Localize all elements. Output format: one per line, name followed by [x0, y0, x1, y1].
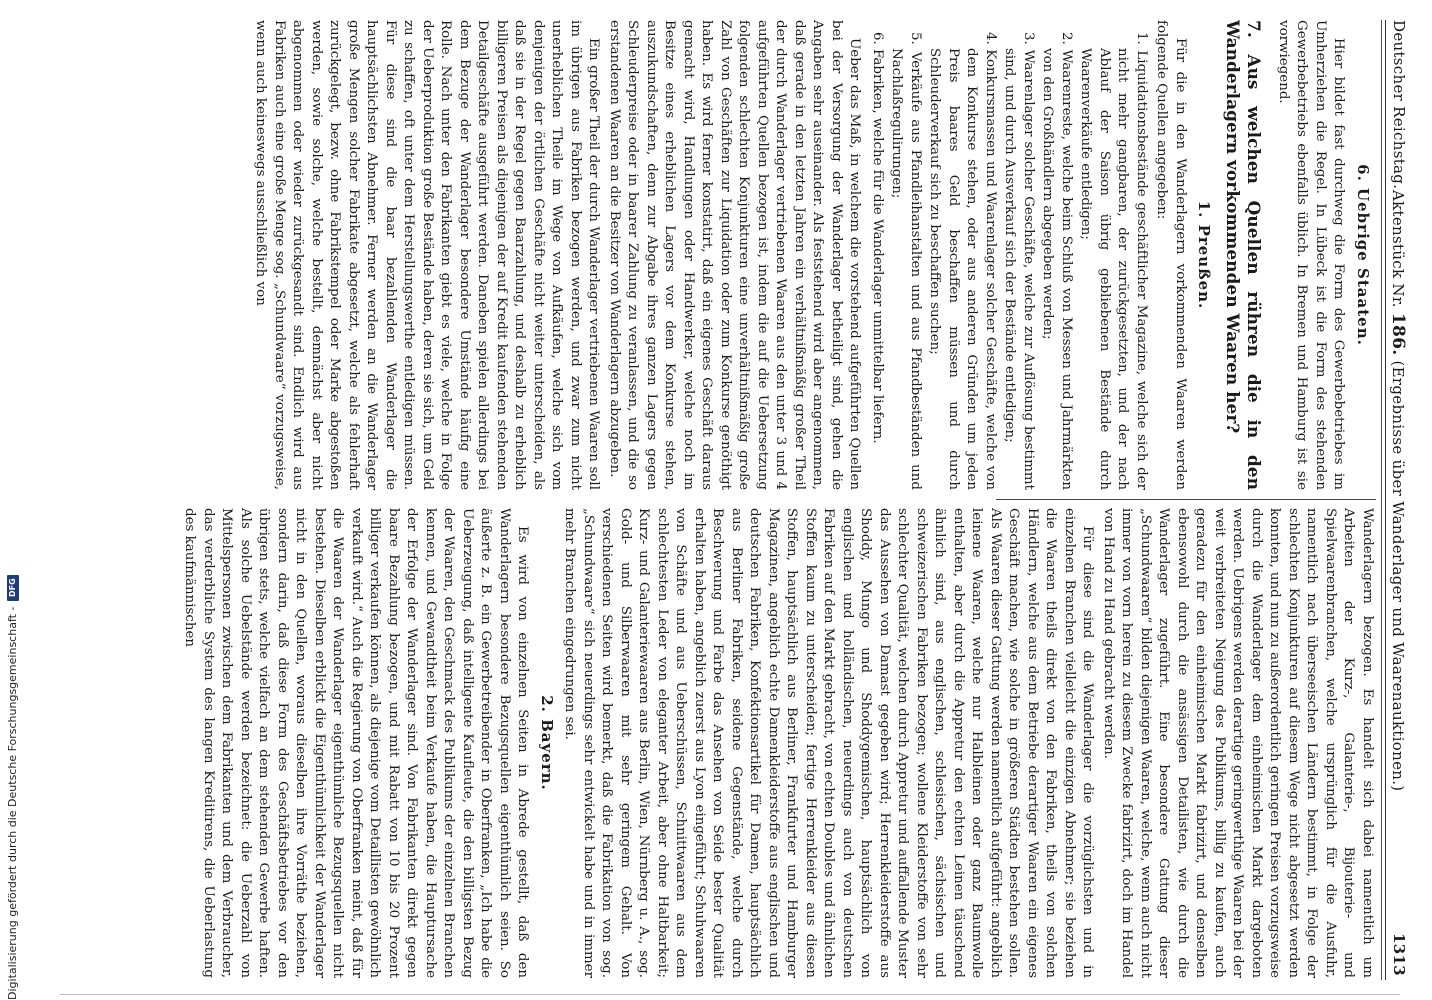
section-6-paragraph: Hier bildet fast durchweg die Form des Gewerbebetriebes im Umherziehen die Regel. In Lübeck ist die Form des stehenden Gewerbebetriebs ebenfalls üblich. In Bremen und Hamburg ist sie vorwiegend.	[1276, 20, 1347, 490]
sources-intro-paragraph: Für die in den Wanderlagern vorkommenden Waaren werden folgende Quellen angegeben:	[1154, 20, 1188, 490]
body-paragraph: Für diese sind die Wanderlager die vorzüglichsten und in einzelnen Branchen vielleicht die einzigen Abnehmer; sie beziehen die Waaren theils direkt von den Fabriken, theils von solchen Händlern, welche aus dem Betriebe derartiger Waaren ein eigenes Geschäft machen, wie solche in größeren Städten bestehen sollen. Als Waaren dieser Gattung werden namentlich aufgeführt: angeblich leinene Waaren, welche nur Halbleinen oder ganz Baumwolle enthalten, aber durch die Appretur den echten Leinen täuschend ähnlich sind, aus englischen, schlesischen, sächsischen und schweizerischen Fabriken bezogen; wollene Kleiderstoffe von sehr schlechter Qualität, welchen durch Appretur und auffallende Muster das Aussehen von Damast gegeben wird; Herrenkleiderstoffe aus Shoddy, Mungo und Shoddygemischen, hauptsächlich von englischen und holländischen, neuerdings auch von deutschen Fabriken auf den Markt gebracht, von echten Doubles und ähnlichen Stoffen kaum zu unterscheiden; fertige Herrenkleider aus diesen Stoffen, hauptsächlich aus Berliner, Frankfurter und Hamburger Magazinen, angeblich echte Damenkleiderstoffe aus englischen und deutschen Fabriken, Konfektionsartikel für Damen, hauptsächlich aus Berliner Fabriken, seidene Gegenstände, welche durch Beschwerung und Farbe das Ansehen von Seide bester Qualität erhalten haben, angeblich zuerst aus Lyon eingeführt; Schuhwaaren von Schäfte und aus Ueberschüssen, Schnittwaaren aus dem schlechtesten Leder von eleganter Arbeit, aber ohne Haltbarkeit; Kurz- und Galanteriewaaren aus Berlin, Wien, Nürnberg u. A., sog. Gold- und Silberwaaren mit sehr geringem Gehalt. Von verschiedenen Seiten wird bemerkt, daß die Fabrikation von sog. „Schundwaare“ sich neuerdings sehr entwickelt habe und in immer mehr Branchen eingedrungen sei.	[562, 508, 1096, 978]
body-paragraph: Ein großer Theil der durch Wanderlager vertriebenen Waaren soll im übrigen aus Fabriken bezogen werden, und zwar zum nicht unerheblichen Theile im Wege von Aufkäufen, welche sich vom denjenigen der örtlichen Geschäfte nicht weiter unterscheiden, als daß sie in der Regel gegen Baarzahlung, und deshalb zu erheblich billigeren Preisen als diejenigen der auf Kredit kaufenden stehenden Detailgeschäfte ausgeführt werden. Daneben spielen allerdings bei dem Bezuge der Wanderlager besondere Umstände häufig eine Rolle. Nach unter den Fabrikanten giebt es viele, welche in Folge der Ueberproduktion große Bestände haben, deren sie sich, um Geld zu schaffen, oft unter dem Herstellungswerthe entledigen müssen. Für diese sind die baar bezahlenden Wanderlager die hauptsächlichsten Abnehmer. Ferner werden an die Wanderlager große Mengen solcher Fabrikate abgesetzt, welche als fehlerhaft zurückgelegt, bezw. ohne Fabrikstempel oder Marke abgestoßen werden, sowie solche, welche bestellt, demnächst aber nicht abgenommen oder wieder zurückgesandt sind. Endlich wird aus Fabriken auch eine große Menge sog. „Schundwaare“ vorzugsweise, wenn auch keineswegs ausschließlich von	[253, 20, 602, 490]
subsection-bavaria-heading: 2. Bayern.	[538, 695, 556, 791]
question-7-heading: 7. Aus welchen Quellen rühren die in den Wanderlagern vorkommenden Waaren her?	[1222, 20, 1264, 490]
subsection-prussia-heading: 1. Preußen.	[1195, 200, 1214, 310]
footer-credit-text: Digitalisierung gefördert durch die Deutsche Forschungsgemeinschaft -	[6, 606, 19, 1000]
section-6-heading: 6. Uebrige Staaten.	[1354, 164, 1372, 346]
header-document-number: 186.	[1388, 312, 1408, 356]
list-item: 3. Waarenlager solcher Geschäfte, welche zur Auflösung bestimmt sind, und durch Ausverkauf sich der Bestände entledigen;	[1002, 32, 1036, 490]
right-column	[178, 508, 1376, 978]
body-paragraph: Es wird von einzelnen Seiten in Abrede gestellt, daß den Wanderlagern besondere Bezugsquellen eigenthümlich seien. So äußerte z. B. ein Gewerbetreibender in Oberfranken, „Ich habe die Ueberzeugung, daß intelligente Kaufleute, die den billigsten Bezug der Waaren, den Geschmack des Publikums der einzelnen Branchen kennen, und Gewandtheit beim Verkaufe haben, die Hauptursache der Erfolge der Wanderlager sind. Von Fabrikanten direkt gegen baare Bezahlung bezogen, und mit Rabatt von 10 bis 20 Prozent billiger verkaufen können, als diejenige vom Detaillisten gewöhnlich verkauft wird.“ Auch die Regierung von Oberfranken meint, daß für die Waaren der Wanderlager eigenthümliche Bezugsquellen nicht bestehen. Dieselben erblickt die Eigenthümlichkeit der Wanderlager nicht in den Quellen, woraus dieselben ihre Vorräthe beziehen, sondern darin, daß diese Form des Geschäftsbetriebes vor den übrigen stets, welche vielfach an dem stehenden Gewerbe haften. Als solche Uebelstände werden bezeichnet: die Ueberzahl von Mittelspersonen zwischen dem Fabrikanten und dem Verbraucher, das verderbliche System des langen Kreditirens, die Ueberlastung des kaufmännischen	[182, 508, 531, 978]
header-document-reference	[1388, 190, 1408, 791]
body-paragraph: Wanderlagern bezogen. Es handelt sich dabei namentlich um Arbeiten der Kurz-, Galanterie-, Bijouterie- und Spielwaarenbranchen, welche ursprünglich für die Ausfuhr, namentlich nach überseeischen Ländern bestimmt, in Folge der schlechten Konjunkturen auf diesem Wege nicht abgesetzt werden konnten, und nun zu außerordentlich geringen Preisen vorzugsweise durch die Wanderlager dem einheimischen Markt dargeboten werden. Uebrigens werden derartige geringwerthige Waaren bei der weit verbreiteten Neigung des Publikums, billig zu kaufen, auch geradezu für den einheimischen Markt fabrizirt, und denselben ebensowohl durch die ansässigen Detailisten, wie durch die Wanderlager zugeführt. Eine besondere Gattung dieser „Schundwaaren“ bilden diejenigen Waaren, welche, wenn auch nicht immer von vorn herein zu diesem Zwecke fabrizirt, doch im Handel von Hand zu Hand gebracht werden.	[1101, 508, 1375, 978]
sources-list	[868, 20, 1151, 490]
page-number: 1313	[1390, 933, 1408, 976]
list-item: 2. Waarenreste, welche beim Schluß von Messen und Jahrmärkten von den Großhändlern abgegeben werden;	[1040, 32, 1074, 490]
header-rule	[1381, 20, 1382, 980]
left-column	[249, 20, 1376, 490]
dfg-logo: DFG	[7, 575, 19, 601]
list-item: 4. Konkursmassen und Waarenlager solcher Geschäfte, welche von dem Konkurse stehen, oder aus anderen Gründen um jeden Preis baares Geld beschaffen müssen und durch Schleuderverkauf sich zu beschaffen suchen;	[927, 32, 998, 490]
body-paragraph: Ueber das Maß, in welchem die vorstehend aufgeführten Quellen bei der Versorgung der Wanderlager betheiligt sind, gehen die Angaben sehr auseinander. Als feststehend wird aber angenommen, daß gerade in den letzten Jahren ein verhältnißmäßig großer Theil der durch Wanderlager vertriebenen Waaren aus den unter 3 und 4 aufgeführten Quellen bezogen ist, indem die auf die Uebersetzung folgenden schlechten Konjunkturen eine unverhältnißmäßig große Zahl von Geschäften zur Liquidation oder zum Konkurse genöthigt haben. Es wird ferner konstatirt, daß ein eigenes Geschäft daraus gemacht wird, Handlungen oder Handwerker, welche noch im Besitze eines erheblichen Lagers vor dem Konkurse stehen, auszukundschaften, denn zur Abgabe ihres ganzen Lagers gegen Schleuderpreise oder in baarer Zahlung zu veranlassen, und die so erstandenen Waaren an die Besitzer von Wanderlagern abzugeben.	[607, 20, 863, 490]
column-divider	[996, 499, 1376, 500]
page-header	[1385, 20, 1410, 980]
scan-bottom-rule	[60, 994, 1400, 995]
list-item: 5. Verkäufe aus Pfandleihanstalten und aus Pfandbeständen und Nachlaßregulirungen;	[889, 32, 923, 490]
document-page	[116, 8, 1416, 993]
header-journal-title: Deutscher Reichstag.	[1390, 20, 1408, 190]
digitization-footer	[6, 575, 19, 1000]
list-item: 6. Fabriken, welche für die Wanderlager unmittelbar liefern.	[870, 32, 885, 444]
header-document-subject: (Ergebnisse über Wanderlager und Waarenauktionen.)	[1389, 360, 1407, 792]
header-document-label: Aktenstück Nr.	[1389, 190, 1407, 308]
list-item: 1. Liquidationsbestände geschäftlicher Magazine, welche sich der nicht mehr gangbaren, der zurückgesetzten, und der nach Ablauf der Saison übrig gebliebenen Bestände durch Waarenverkäufe entledigen;	[1078, 32, 1149, 490]
